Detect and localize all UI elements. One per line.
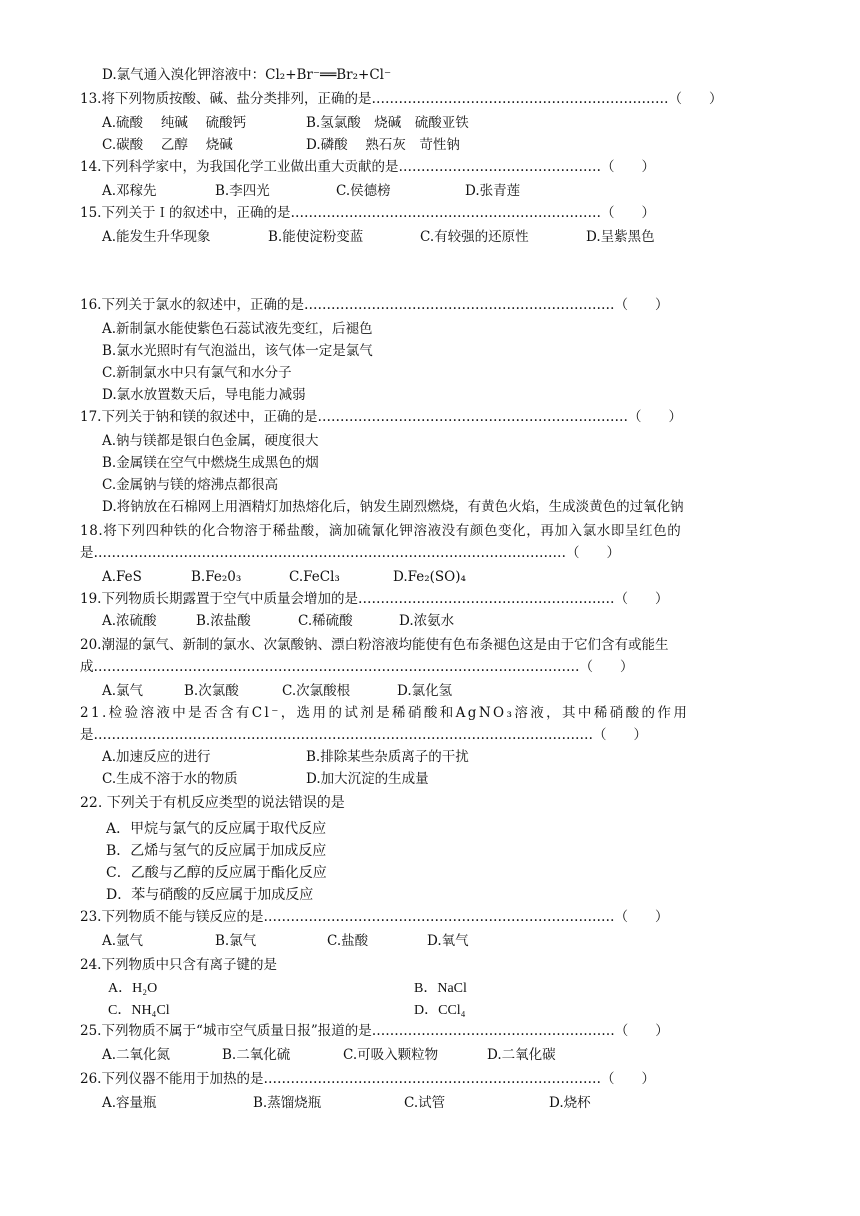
q19-option-a: A.浓硫酸 <box>102 613 157 629</box>
q26-option-a: A.容量瓶 <box>102 1095 157 1111</box>
q21-option-a: A.加速反应的进行 <box>102 749 211 765</box>
q17-stem: 17.下列关于钠和镁的叙述中，正确的是……………………………………………………………（ ） <box>80 409 682 425</box>
q16-option-d: D.氯水放置数天后，导电能力减弱 <box>102 387 306 403</box>
q26-option-d: D.烧杯 <box>549 1095 591 1111</box>
q26-option-b: B.蒸馏烧瓶 <box>253 1095 322 1111</box>
q23-option-b: B.氯气 <box>215 933 257 949</box>
q23-option-c: C.盐酸 <box>327 933 369 949</box>
q18-option-d: D.Fe₂(SO)₄ <box>393 569 466 585</box>
q14-option-a: A.邓稼先 <box>102 183 157 199</box>
q18-option-c: C.FeCl₃ <box>289 569 340 585</box>
q23-stem: 23.下列物质不能与镁反应的是……………………………………………………………………（ ） <box>80 909 669 925</box>
q24-option-a: A．H₂O <box>108 981 158 996</box>
q21-stem-line1: 21.检验溶液中是否含有Cl⁻，选用的试剂是稀硝酸和AgNO₃溶液，其中稀硝酸的作用 <box>80 705 690 721</box>
q22-option-c: C．乙酸与乙醇的反应属于酯化反应 <box>106 865 327 881</box>
q16-option-c: C.新制氯水中只有氯气和水分子 <box>102 365 292 381</box>
q25-option-a: A.二氧化氮 <box>102 1047 171 1063</box>
q21-option-b: B.排除某些杂质离子的干扰 <box>306 749 469 765</box>
q24-option-b: B．NaCl <box>414 981 467 996</box>
q24-option-d: D．CCl₄ <box>414 1003 466 1018</box>
q19-option-b: B.浓盐酸 <box>196 613 251 629</box>
q23-option-a: A.氩气 <box>102 933 144 949</box>
q17-option-c: C.金属钠与镁的熔沸点都很高 <box>102 477 279 493</box>
q16-option-a: A.新制氯水能使紫色石蕊试液先变红，后褪色 <box>102 321 373 337</box>
q13-option-a: A.硫酸 纯碱 硫酸钙 <box>102 115 247 131</box>
q14-option-b: B.李四光 <box>215 183 270 199</box>
q13-option-c: C.碳酸 乙醇 烧碱 <box>102 137 233 153</box>
q15-option-c: C.有较强的还原性 <box>420 229 529 245</box>
q26-option-c: C.试管 <box>404 1095 446 1111</box>
q22-option-a: A．甲烷与氯气的反应属于取代反应 <box>106 821 327 837</box>
q24-option-c: C．NH₄Cl <box>108 1003 170 1018</box>
q25-stem: 25.下列物质不属于“城市空气质量日报”报道的是………………………………………………（ ） <box>80 1023 669 1039</box>
q13-stem: 13.将下列物质按酸、碱、盐分类排列，正确的是…………………………………………………………（ ） <box>80 91 723 107</box>
q18-stem-line2: 是……………………………………………………………………………………………（ ） <box>80 545 620 561</box>
q16-stem: 16.下列关于氯水的叙述中，正确的是……………………………………………………………（ ） <box>80 297 669 313</box>
q17-option-a: A.钠与镁都是银白色金属，硬度很大 <box>102 433 319 449</box>
q15-option-a: A.能发生升华现象 <box>102 229 211 245</box>
q20-option-b: B.次氯酸 <box>184 683 239 699</box>
q16-option-b: B.氯水光照时有气泡溢出，该气体一定是氯气 <box>102 343 373 359</box>
q19-stem: 19.下列物质长期露置于空气中质量会增加的是…………………………………………………（ ） <box>80 591 669 607</box>
q22-stem: 22. 下列关于有机反应类型的说法错误的是 <box>80 795 345 811</box>
q21-option-d: D.加大沉淀的生成量 <box>306 771 429 787</box>
q21-stem-line2: 是…………………………………………………………………………………………………（ ） <box>80 727 647 743</box>
q17-option-d: D.将钠放在石棉网上用酒精灯加热熔化后，钠发生剧烈燃烧，有黄色火焰，生成淡黄色的过氧化钠 <box>102 499 684 515</box>
q15-option-d: D.呈紫黑色 <box>586 229 655 245</box>
q18-option-b: B.Fe₂0₃ <box>191 569 242 585</box>
q20-stem-line2: 成………………………………………………………………………………………………（ ） <box>80 659 634 675</box>
q17-option-b: B.金属镁在空气中燃烧生成黑色的烟 <box>102 455 319 471</box>
q14-stem: 14.下列科学家中，为我国化学工业做出重大贡献的是………………………………………（ ） <box>80 159 655 175</box>
q15-option-b: B.能使淀粉变蓝 <box>268 229 364 245</box>
q20-stem-line1: 20.潮湿的氯气、新制的氯水、次氯酸钠、漂白粉溶液均能使有色布条褪色这是由于它们含有或能生 <box>80 637 669 653</box>
q22-option-d: D．苯与硝酸的反应属于加成反应 <box>106 887 314 903</box>
q25-option-d: D.二氧化碳 <box>487 1047 556 1063</box>
q19-option-c: C.稀硫酸 <box>298 613 353 629</box>
q22-option-b: B．乙烯与氢气的反应属于加成反应 <box>106 843 327 859</box>
q13-option-d: D.磷酸 熟石灰 苛性钠 <box>306 137 460 153</box>
q25-option-b: B.二氧化硫 <box>222 1047 291 1063</box>
q23-option-d: D.氧气 <box>427 933 469 949</box>
q21-option-c: C.生成不溶于水的物质 <box>102 771 238 787</box>
q26-stem: 26.下列仪器不能用于加热的是…………………………………………………………………（ ） <box>80 1071 655 1087</box>
q15-stem: 15.下列关于Ｉ的叙述中，正确的是……………………………………………………………（ ） <box>80 205 655 221</box>
q24-stem: 24.下列物质中只含有离子键的是 <box>80 957 277 973</box>
q14-option-c: C.侯德榜 <box>336 183 391 199</box>
q19-option-d: D.浓氨水 <box>399 613 455 629</box>
q20-option-c: C.次氯酸根 <box>282 683 351 699</box>
q18-option-a: A.FeS <box>102 569 142 585</box>
q20-option-a: A.氯气 <box>102 683 144 699</box>
q18-stem-line1: 18.将下列四种铁的化合物溶于稀盐酸，滴加硫氰化钾溶液没有颜色变化，再加入氯水即呈红色的 <box>80 523 682 539</box>
q14-option-d: D.张青莲 <box>465 183 521 199</box>
q20-option-d: D.氯化氢 <box>397 683 453 699</box>
q12-option-d: D.氯气通入溴化钾溶液中：Cl₂+Br⁻══Br₂+Cl⁻ <box>102 67 392 83</box>
q13-option-b: B.氢氯酸 烧碱 硫酸亚铁 <box>306 115 469 131</box>
q25-option-c: C.可吸入颗粒物 <box>343 1047 439 1063</box>
